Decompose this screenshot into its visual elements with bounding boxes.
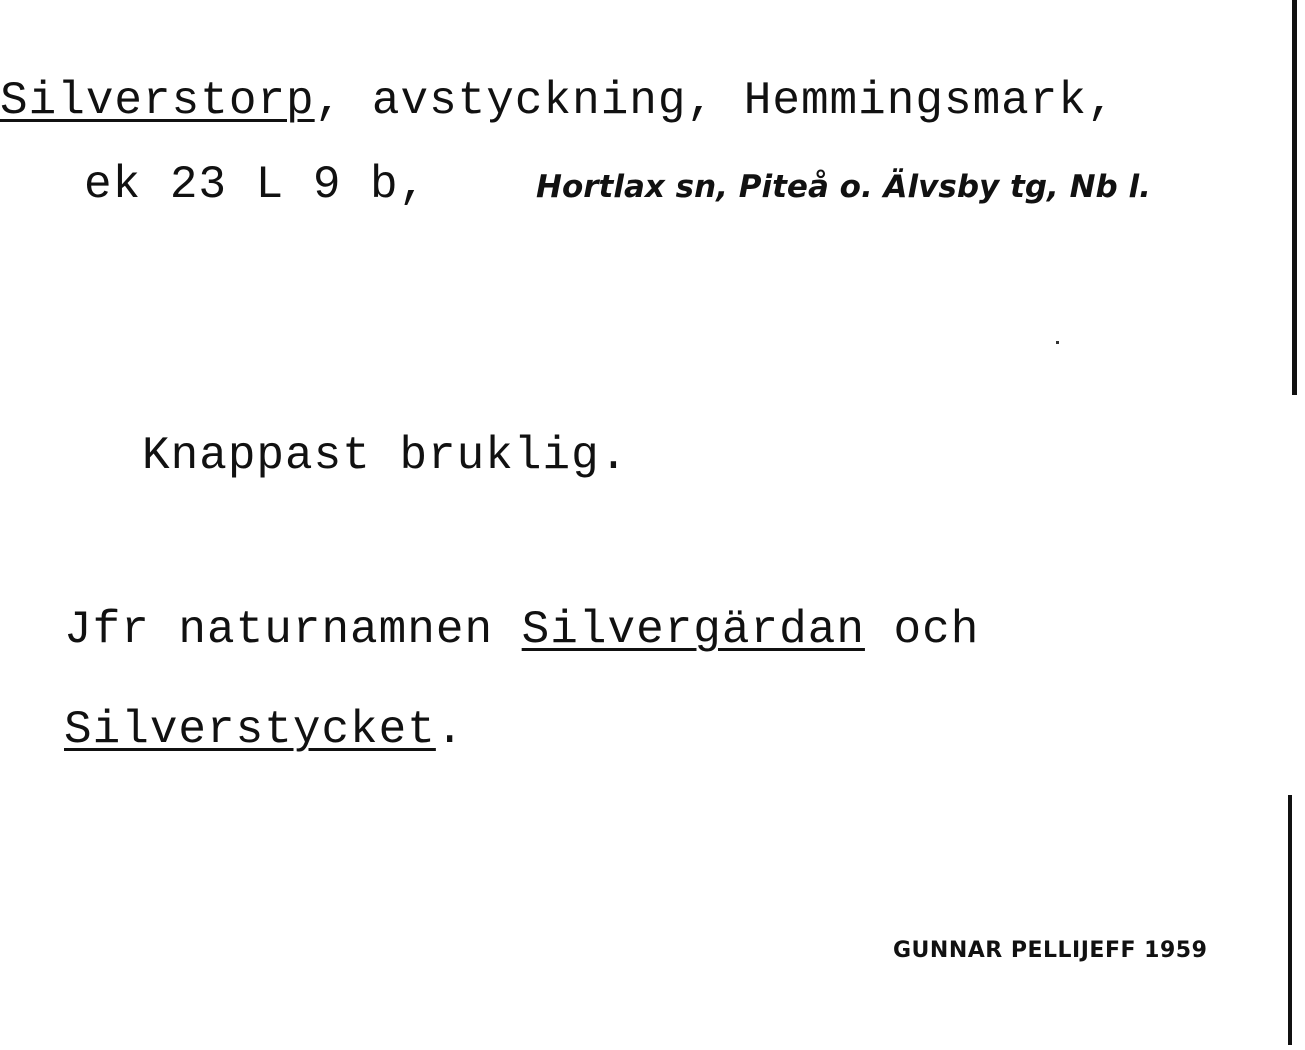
compare-suffix: och (864, 604, 980, 656)
place-name-comma: , (314, 75, 344, 127)
compare-line-2-period: . (435, 704, 465, 756)
note-text: Knappast bruklig. (142, 430, 629, 482)
place-name: Silverstorp (0, 75, 315, 127)
scan-speck (1056, 341, 1059, 344)
signature-stamp: GUNNAR PELLIJEFF 1959 (893, 938, 1208, 963)
compare-prefix: Jfr naturnamnen (64, 604, 522, 656)
compare-line-2 (64, 704, 465, 756)
compare-name-1: Silvergärdan (521, 604, 865, 656)
compare-line (64, 604, 980, 656)
heading-line (0, 75, 1116, 127)
reference-line: ek 23 L 9 b, (84, 159, 428, 211)
compare-name-2: Silverstycket (64, 704, 436, 756)
card-edge-bottom-right (1288, 795, 1292, 1045)
heading-rest: avstyckning, Hemmingsmark, (343, 75, 1116, 127)
location-stamp: Hortlax sn, Piteå o. Älvsby tg, Nb l. (536, 169, 1151, 205)
card-edge-top-right (1292, 0, 1297, 395)
